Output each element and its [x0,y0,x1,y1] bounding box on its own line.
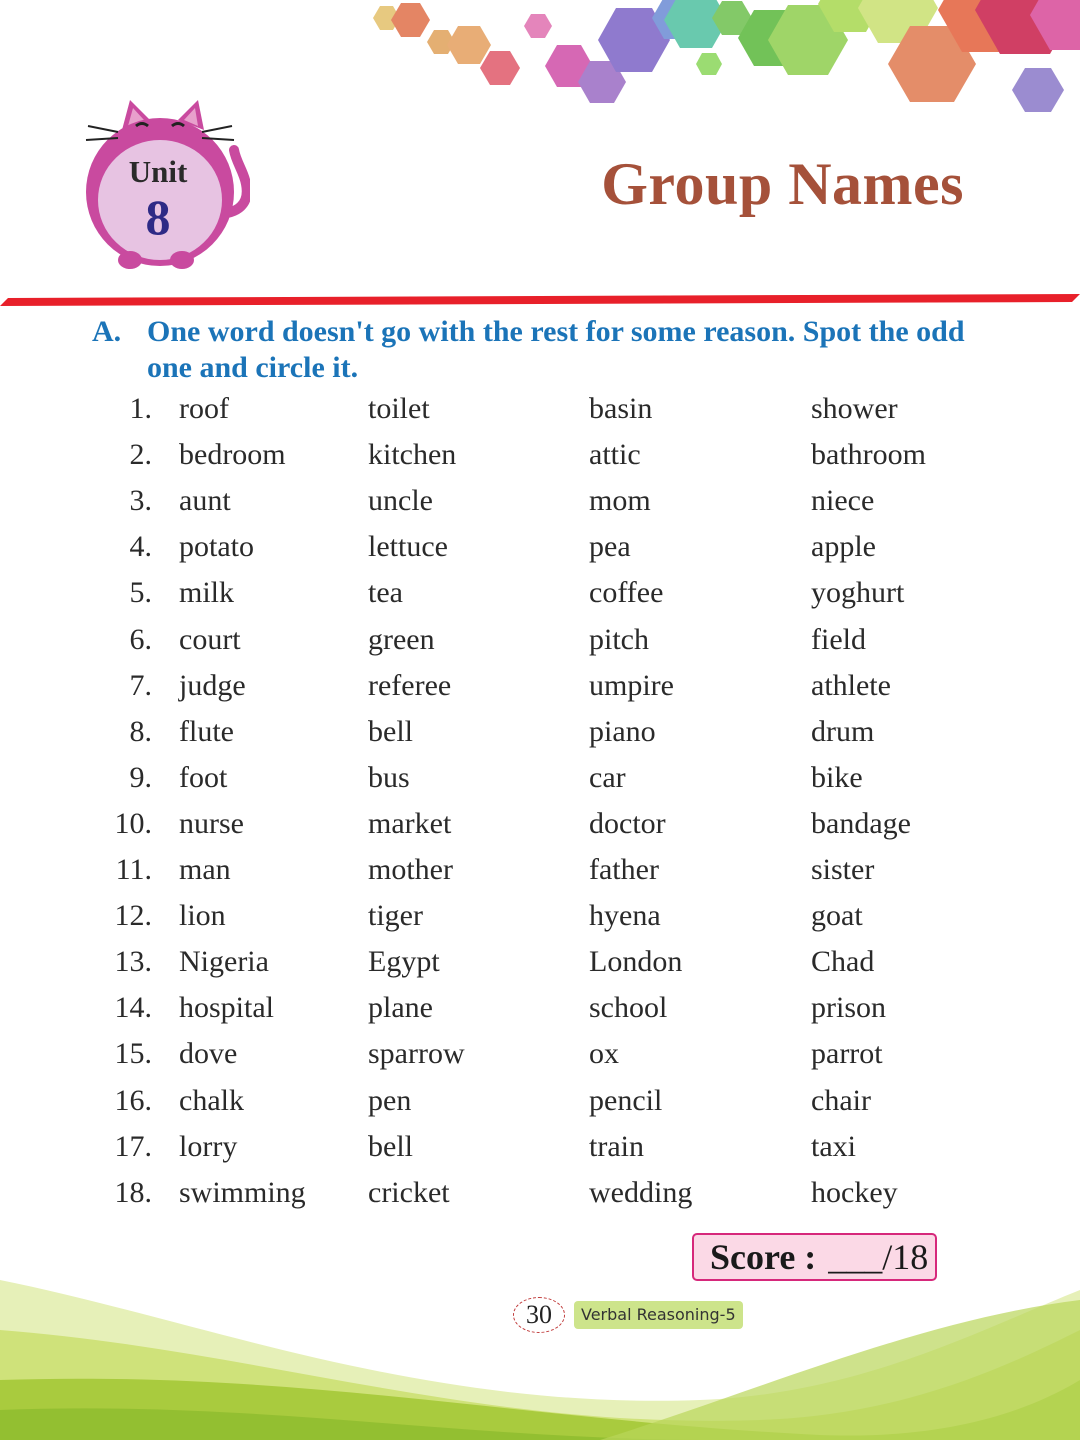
question-number: 2. [129,438,152,472]
word-option[interactable]: pea [589,530,631,564]
question-number: 15. [114,1037,152,1071]
word-option[interactable]: ox [589,1037,619,1071]
question-number: 10. [114,806,152,840]
word-option[interactable]: green [368,622,435,656]
question-number: 1. [129,392,152,425]
word-option[interactable]: chair [811,1083,871,1117]
word-option[interactable]: mother [368,853,453,886]
word-option[interactable]: court [179,622,241,656]
question-row [0,945,1080,991]
question-row [0,484,1080,530]
word-option[interactable]: Egypt [368,945,440,979]
question-row [0,715,1080,761]
word-option[interactable]: market [368,806,452,840]
question-number: 17. [114,1129,152,1163]
word-option[interactable]: attic [589,438,641,472]
word-option[interactable]: shower [811,392,898,425]
word-option[interactable]: hospital [179,991,274,1025]
word-option[interactable]: athlete [811,668,891,702]
word-option[interactable]: coffee [589,576,664,610]
word-option[interactable]: foot [179,760,228,794]
question-row [0,1130,1080,1176]
word-option[interactable]: drum [811,714,875,748]
score-label: Score : [710,1237,817,1277]
word-option[interactable]: lion [179,899,226,933]
word-option[interactable]: tea [368,576,403,610]
word-option[interactable]: field [811,622,866,656]
question-row [0,853,1080,899]
word-option[interactable]: uncle [368,484,433,518]
word-option[interactable]: yoghurt [811,576,905,610]
exercise-letter: A. [92,315,122,348]
word-option[interactable]: car [589,760,626,794]
question-number: 4. [129,530,152,564]
question-number: 3. [129,484,152,518]
word-option[interactable]: nurse [179,806,244,840]
question-row [0,1176,1080,1222]
question-row [0,761,1080,807]
question-row [0,1037,1080,1083]
word-option[interactable]: umpire [589,668,674,702]
score-blank: ___/18 [828,1237,929,1277]
word-option[interactable]: school [589,991,668,1025]
question-number: 13. [114,945,152,979]
question-row [0,392,1080,438]
question-number: 5. [129,576,152,610]
word-option[interactable]: lorry [179,1129,238,1163]
question-number: 11. [115,853,152,886]
word-option[interactable]: chalk [179,1083,244,1117]
word-option[interactable]: Chad [811,945,875,979]
word-option[interactable]: hyena [589,899,661,933]
word-option[interactable]: bedroom [179,438,286,472]
question-number: 14. [114,991,152,1025]
unit-label: Unit [128,154,188,189]
word-option[interactable]: sister [811,853,875,886]
word-option[interactable]: piano [589,714,656,748]
word-option[interactable]: kitchen [368,438,457,472]
question-number: 6. [129,622,152,656]
word-option[interactable]: cricket [368,1175,450,1209]
question-row [0,807,1080,853]
word-option[interactable]: bandage [811,806,911,840]
word-option[interactable]: pencil [589,1083,663,1117]
word-option[interactable]: bus [368,760,410,794]
word-option[interactable]: lettuce [368,530,448,564]
question-row [0,438,1080,484]
word-option[interactable]: sparrow [368,1037,465,1071]
unit-number: 8 [145,189,171,245]
page-title: Group Names [601,151,964,217]
word-option[interactable]: mom [589,484,651,518]
question-number: 7. [129,668,152,702]
exercise-instruction [92,314,1012,386]
header-divider [0,294,1080,306]
question-number: 16. [114,1083,152,1117]
word-option[interactable]: swimming [179,1175,306,1209]
word-option[interactable]: bell [368,714,413,748]
word-option[interactable]: flute [179,714,234,748]
question-number: 12. [114,899,152,933]
decorative-waves [0,1260,1080,1440]
word-option[interactable]: roof [179,392,229,425]
word-option[interactable]: Nigeria [179,945,269,979]
question-row [0,530,1080,576]
word-option[interactable]: goat [811,899,863,933]
word-option[interactable]: prison [811,991,886,1025]
word-option[interactable]: basin [589,392,653,425]
word-option[interactable]: man [179,853,231,886]
word-option[interactable]: bathroom [811,438,926,472]
word-option[interactable]: London [589,945,683,979]
question-row [0,1084,1080,1130]
word-option[interactable]: father [589,853,659,886]
word-option[interactable]: hockey [811,1175,898,1209]
instruction-text: One word doesn't go with the rest for some reason. Spot the odd one and circle it. [147,315,965,384]
word-option[interactable]: dove [179,1037,238,1071]
page-number: 30 [513,1297,565,1333]
question-number: 9. [129,760,152,794]
question-number: 8. [129,714,152,748]
word-option[interactable]: pitch [589,622,649,656]
book-title: Verbal Reasoning-5 [574,1301,743,1329]
word-option[interactable]: referee [368,668,452,702]
word-option[interactable]: potato [179,530,254,564]
word-option[interactable]: toilet [368,392,430,425]
word-option[interactable]: niece [811,484,875,518]
word-option[interactable]: apple [811,530,876,564]
word-option[interactable]: milk [179,576,235,610]
question-row [0,623,1080,669]
word-option[interactable]: bell [368,1129,413,1163]
word-option[interactable]: parrot [811,1037,883,1071]
word-option[interactable]: aunt [179,484,231,518]
word-option[interactable]: doctor [589,806,666,840]
question-number: 18. [114,1175,152,1209]
word-option[interactable]: plane [368,991,433,1025]
word-option[interactable]: taxi [811,1129,856,1163]
word-option[interactable]: pen [368,1083,412,1117]
question-row [0,991,1080,1037]
word-option[interactable]: judge [179,668,246,702]
word-option[interactable]: wedding [589,1175,693,1209]
word-option[interactable]: bike [811,760,863,794]
word-option[interactable]: tiger [368,899,423,933]
word-option[interactable]: train [589,1129,644,1163]
question-row [0,576,1080,622]
question-row [0,899,1080,945]
question-row [0,669,1080,715]
